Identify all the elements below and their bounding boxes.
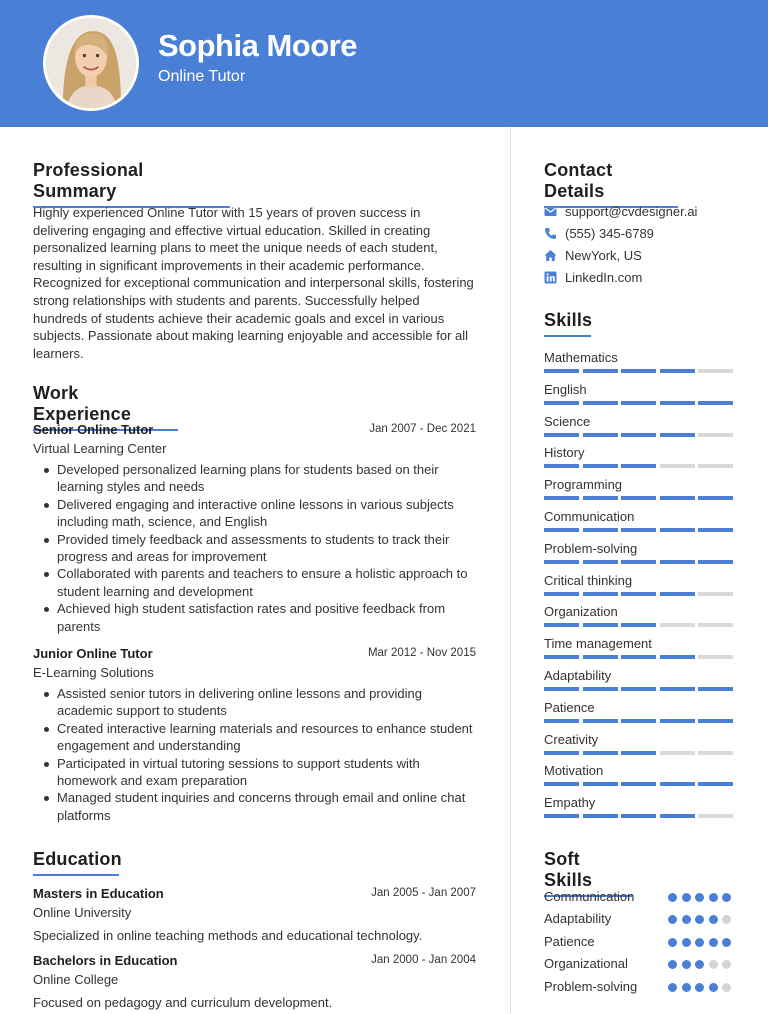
skill-item	[544, 508, 734, 540]
skill-level-segment	[621, 719, 656, 723]
soft-skill-name: Organizational	[544, 956, 628, 972]
list-item: Achieved high student satisfaction rates and positive feedback from parents	[33, 600, 476, 635]
education-description: Specialized in online teaching methods and educational technology.	[33, 928, 423, 943]
job-bullets	[33, 685, 476, 824]
rating-dot	[722, 938, 731, 947]
soft-skill-rating	[668, 893, 734, 903]
skill-level-bar	[544, 464, 734, 468]
rating-dot	[668, 938, 677, 947]
contact-phone[interactable]	[544, 225, 734, 247]
skill-level-segment	[698, 433, 733, 437]
skill-level-segment	[621, 528, 656, 532]
skill-level-segment	[583, 592, 618, 596]
avatar	[43, 15, 139, 111]
school: Online University	[33, 905, 132, 920]
skill-level-segment	[698, 528, 733, 532]
skill-name: Time management	[544, 636, 652, 652]
soft-skill-name: Patience	[544, 933, 595, 949]
soft-skill-rating	[668, 915, 734, 925]
section-underline	[544, 335, 591, 337]
skill-name: Creativity	[544, 731, 599, 747]
soft-skill-item	[544, 933, 734, 955]
skill-level-segment	[583, 496, 618, 500]
skill-level-segment	[698, 592, 733, 596]
contact-text: LinkedIn.com	[565, 270, 643, 285]
section-title: Contact Details	[544, 160, 613, 201]
job-company: E-Learning Solutions	[33, 665, 154, 680]
skill-level-segment	[698, 623, 733, 627]
contact-email[interactable]	[544, 203, 734, 225]
contact-heading	[544, 160, 678, 208]
skill-level-segment	[544, 623, 579, 627]
skill-name: Mathematics	[544, 350, 618, 365]
skill-level-segment	[544, 592, 579, 596]
summary-heading	[33, 160, 230, 208]
skill-item	[544, 603, 734, 635]
summary-text: Highly experienced Online Tutor with 15 years of proven success in delivering engaging and effective virtual education. Skilled in creating personalized learning plans to meet the unique needs of each student, resulting in significant improvements in their academic performance. Recognized for exceptional communication and interpersonal skills, fostering strong relationships with students and parents. Successfully helped hundreds of students achieve their academic goals and excel in various subjects. Passionate about making learning enjoyable and accessible for all learners.	[33, 205, 474, 361]
skill-level-segment	[660, 464, 695, 468]
rating-dot	[695, 983, 704, 992]
skill-level-bar	[544, 369, 734, 373]
skills-list	[544, 349, 734, 826]
soft-skill-rating	[668, 960, 734, 970]
job-dates: Mar 2012 - Nov 2015	[367, 647, 476, 659]
job-company: Virtual Learning Center	[33, 441, 167, 456]
skill-level-segment	[660, 401, 695, 405]
soft-skills-list	[544, 888, 734, 1000]
candidate-name: Sophia Moore	[158, 28, 357, 63]
skill-level-segment	[660, 369, 695, 373]
skill-level-bar	[544, 782, 734, 786]
skill-name: Programming	[544, 477, 623, 493]
skill-level-segment	[660, 560, 695, 564]
list-item: Provided timely feedback and assessments to students to track their progress and areas for improvement	[33, 531, 476, 566]
education-description: Focused on pedagogy and curriculum development.	[33, 995, 333, 1010]
skill-level-segment	[698, 719, 733, 723]
skill-level-segment	[583, 369, 618, 373]
school: Online College	[33, 972, 119, 987]
skill-level-segment	[544, 369, 579, 373]
rating-dot	[709, 960, 718, 969]
skill-level-segment	[660, 433, 695, 437]
skill-level-bar	[544, 496, 734, 500]
skill-name: Adaptability	[544, 667, 612, 683]
soft-skill-item	[544, 955, 734, 977]
rating-dot	[695, 960, 704, 969]
rating-dot	[709, 983, 718, 992]
contact-text: (555) 345-6789	[565, 226, 654, 241]
skill-item	[544, 794, 734, 826]
envelope-icon	[544, 205, 557, 218]
skill-name: History	[544, 445, 585, 461]
skill-item	[544, 476, 734, 508]
skill-level-segment	[583, 464, 618, 468]
soft-skill-item	[544, 910, 734, 932]
skill-level-segment	[583, 719, 618, 723]
job-bullets	[33, 461, 476, 635]
home-icon	[544, 249, 557, 262]
skill-level-segment	[660, 528, 695, 532]
skill-item	[544, 762, 734, 794]
skill-level-segment	[698, 687, 733, 691]
skill-level-bar	[544, 814, 734, 818]
skill-level-segment	[660, 623, 695, 627]
skill-level-segment	[583, 560, 618, 564]
skill-level-segment	[583, 814, 618, 818]
skill-level-segment	[621, 401, 656, 405]
contact-text: support@cvdesigner.ai	[565, 204, 698, 219]
skills-heading	[544, 310, 591, 337]
skill-level-segment	[660, 814, 695, 818]
skill-level-segment	[544, 401, 579, 405]
skill-level-segment	[544, 719, 579, 723]
education-dates: Jan 2000 - Jan 2004	[371, 954, 476, 966]
skill-item	[544, 635, 734, 667]
education-heading	[33, 849, 122, 876]
linkedin-icon	[544, 271, 557, 284]
soft-skill-name: Adaptability	[544, 911, 612, 927]
skill-name: Motivation	[544, 763, 604, 779]
skill-level-segment	[698, 751, 733, 755]
skill-level-segment	[660, 496, 695, 500]
contact-text: NewYork, US	[565, 248, 642, 263]
skill-level-segment	[621, 623, 656, 627]
rating-dot	[668, 893, 677, 902]
job-title: Junior Online Tutor	[33, 646, 153, 661]
skill-level-segment	[698, 369, 733, 373]
rating-dot	[709, 938, 718, 947]
rating-dot	[668, 960, 677, 969]
job-entry	[33, 422, 476, 635]
skill-level-bar	[544, 433, 734, 437]
rating-dot	[695, 938, 704, 947]
skill-level-segment	[544, 751, 579, 755]
skill-level-segment	[621, 687, 656, 691]
skill-item	[544, 381, 734, 413]
skill-level-segment	[698, 560, 733, 564]
section-title: Skills	[544, 310, 593, 330]
profile-photo-icon	[46, 18, 136, 108]
skill-level-segment	[544, 782, 579, 786]
skill-level-segment	[698, 496, 733, 500]
phone-icon	[544, 227, 557, 240]
soft-skill-item	[544, 888, 734, 910]
skill-level-segment	[621, 369, 656, 373]
skill-level-segment	[660, 687, 695, 691]
skill-level-segment	[621, 560, 656, 564]
soft-skill-rating	[668, 983, 734, 993]
soft-skill-name: Problem-solving	[544, 978, 638, 994]
skill-level-segment	[660, 782, 695, 786]
rating-dot	[709, 915, 718, 924]
skill-name: Empathy	[544, 795, 596, 811]
skill-level-segment	[621, 751, 656, 755]
skill-level-bar	[544, 528, 734, 532]
skill-item	[544, 572, 734, 604]
skill-level-bar	[544, 751, 734, 755]
skill-level-bar	[544, 655, 734, 659]
skill-level-segment	[698, 782, 733, 786]
rating-dot	[668, 983, 677, 992]
skill-level-bar	[544, 623, 734, 627]
skill-item	[544, 667, 734, 699]
skill-level-segment	[544, 528, 579, 532]
skill-level-bar	[544, 592, 734, 596]
list-item: Managed student inquiries and concerns through email and online chat platforms	[33, 789, 476, 824]
list-item: Participated in virtual tutoring sessions to support students with homework and exam preparation	[33, 755, 476, 790]
contact-linkedin[interactable]	[544, 269, 734, 291]
skill-level-segment	[698, 464, 733, 468]
rating-dot	[709, 893, 718, 902]
rating-dot	[695, 893, 704, 902]
skill-level-segment	[621, 814, 656, 818]
skill-level-segment	[544, 433, 579, 437]
rating-dot	[682, 915, 691, 924]
skill-level-segment	[621, 655, 656, 659]
skill-level-segment	[660, 719, 695, 723]
skill-name: Communication	[544, 508, 635, 524]
skill-name: English	[544, 381, 587, 397]
section-title: Soft Skills	[544, 849, 593, 890]
skill-item	[544, 540, 734, 572]
skill-level-bar	[544, 719, 734, 723]
skill-level-segment	[621, 433, 656, 437]
list-item: Collaborated with parents and teachers to ensure a holistic approach to student learning and development	[33, 565, 476, 600]
rating-dot	[682, 893, 691, 902]
soft-skill-item	[544, 978, 734, 1000]
skill-item	[544, 699, 734, 731]
section-title: Professional Summary	[33, 160, 144, 201]
job-title: Senior Online Tutor	[33, 422, 154, 437]
skill-level-segment	[583, 623, 618, 627]
skill-level-segment	[544, 655, 579, 659]
skill-level-segment	[583, 401, 618, 405]
skill-level-segment	[583, 528, 618, 532]
list-item: Created interactive learning materials and resources to enhance student engagement and understanding	[33, 720, 476, 755]
header-banner	[0, 0, 768, 127]
skill-level-segment	[583, 751, 618, 755]
rating-dot	[722, 893, 731, 902]
skill-level-segment	[544, 464, 579, 468]
degree: Bachelors in Education	[33, 953, 178, 968]
skill-level-segment	[583, 782, 618, 786]
skill-level-bar	[544, 401, 734, 405]
skill-item	[544, 349, 734, 381]
skill-level-segment	[621, 464, 656, 468]
skill-level-segment	[583, 433, 618, 437]
degree: Masters in Education	[33, 886, 164, 901]
rating-dot	[682, 938, 691, 947]
education-dates: Jan 2005 - Jan 2007	[371, 887, 476, 899]
rating-dot	[722, 983, 731, 992]
skill-name: Science	[544, 413, 591, 429]
education-entry	[33, 886, 476, 945]
section-title: Education	[33, 849, 122, 869]
skill-name: Patience	[544, 699, 595, 715]
soft-skill-name: Communication	[544, 889, 635, 904]
skill-name: Problem-solving	[544, 540, 638, 556]
list-item: Developed personalized learning plans for students based on their learning styles and needs	[33, 461, 476, 496]
education-entry	[33, 953, 476, 1012]
skill-level-segment	[544, 687, 579, 691]
skill-level-segment	[698, 401, 733, 405]
rating-dot	[722, 960, 731, 969]
skill-level-segment	[621, 496, 656, 500]
skill-level-segment	[698, 814, 733, 818]
column-divider	[510, 127, 511, 1014]
rating-dot	[695, 915, 704, 924]
skill-level-segment	[660, 592, 695, 596]
rating-dot	[668, 915, 677, 924]
skill-level-segment	[583, 687, 618, 691]
skill-level-segment	[698, 655, 733, 659]
skill-name: Critical thinking	[544, 572, 633, 588]
skill-item	[544, 731, 734, 763]
skill-level-segment	[544, 814, 579, 818]
soft-skill-rating	[668, 938, 734, 948]
section-underline	[33, 874, 119, 876]
rating-dot	[682, 960, 691, 969]
rating-dot	[682, 983, 691, 992]
rating-dot	[722, 915, 731, 924]
skill-name: Organization	[544, 604, 618, 620]
job-entry	[33, 646, 476, 824]
list-item: Assisted senior tutors in delivering online lessons and providing academic support to students	[33, 685, 476, 720]
skill-level-segment	[621, 592, 656, 596]
skill-item	[544, 444, 734, 476]
skill-level-segment	[660, 655, 695, 659]
job-dates: Jan 2007 - Dec 2021	[369, 423, 476, 435]
skill-level-segment	[544, 560, 579, 564]
skill-level-segment	[621, 782, 656, 786]
skill-level-segment	[660, 751, 695, 755]
list-item: Delivered engaging and interactive online lessons in various subjects including math, science, and English	[33, 496, 476, 531]
contact-location	[544, 247, 734, 269]
contact-list	[544, 203, 734, 291]
section-title: Work Experience	[33, 383, 132, 424]
skill-level-bar	[544, 687, 734, 691]
skill-item	[544, 413, 734, 445]
skill-level-segment	[583, 655, 618, 659]
skill-level-bar	[544, 560, 734, 564]
candidate-title: Online Tutor	[158, 68, 246, 85]
skill-level-segment	[544, 496, 579, 500]
